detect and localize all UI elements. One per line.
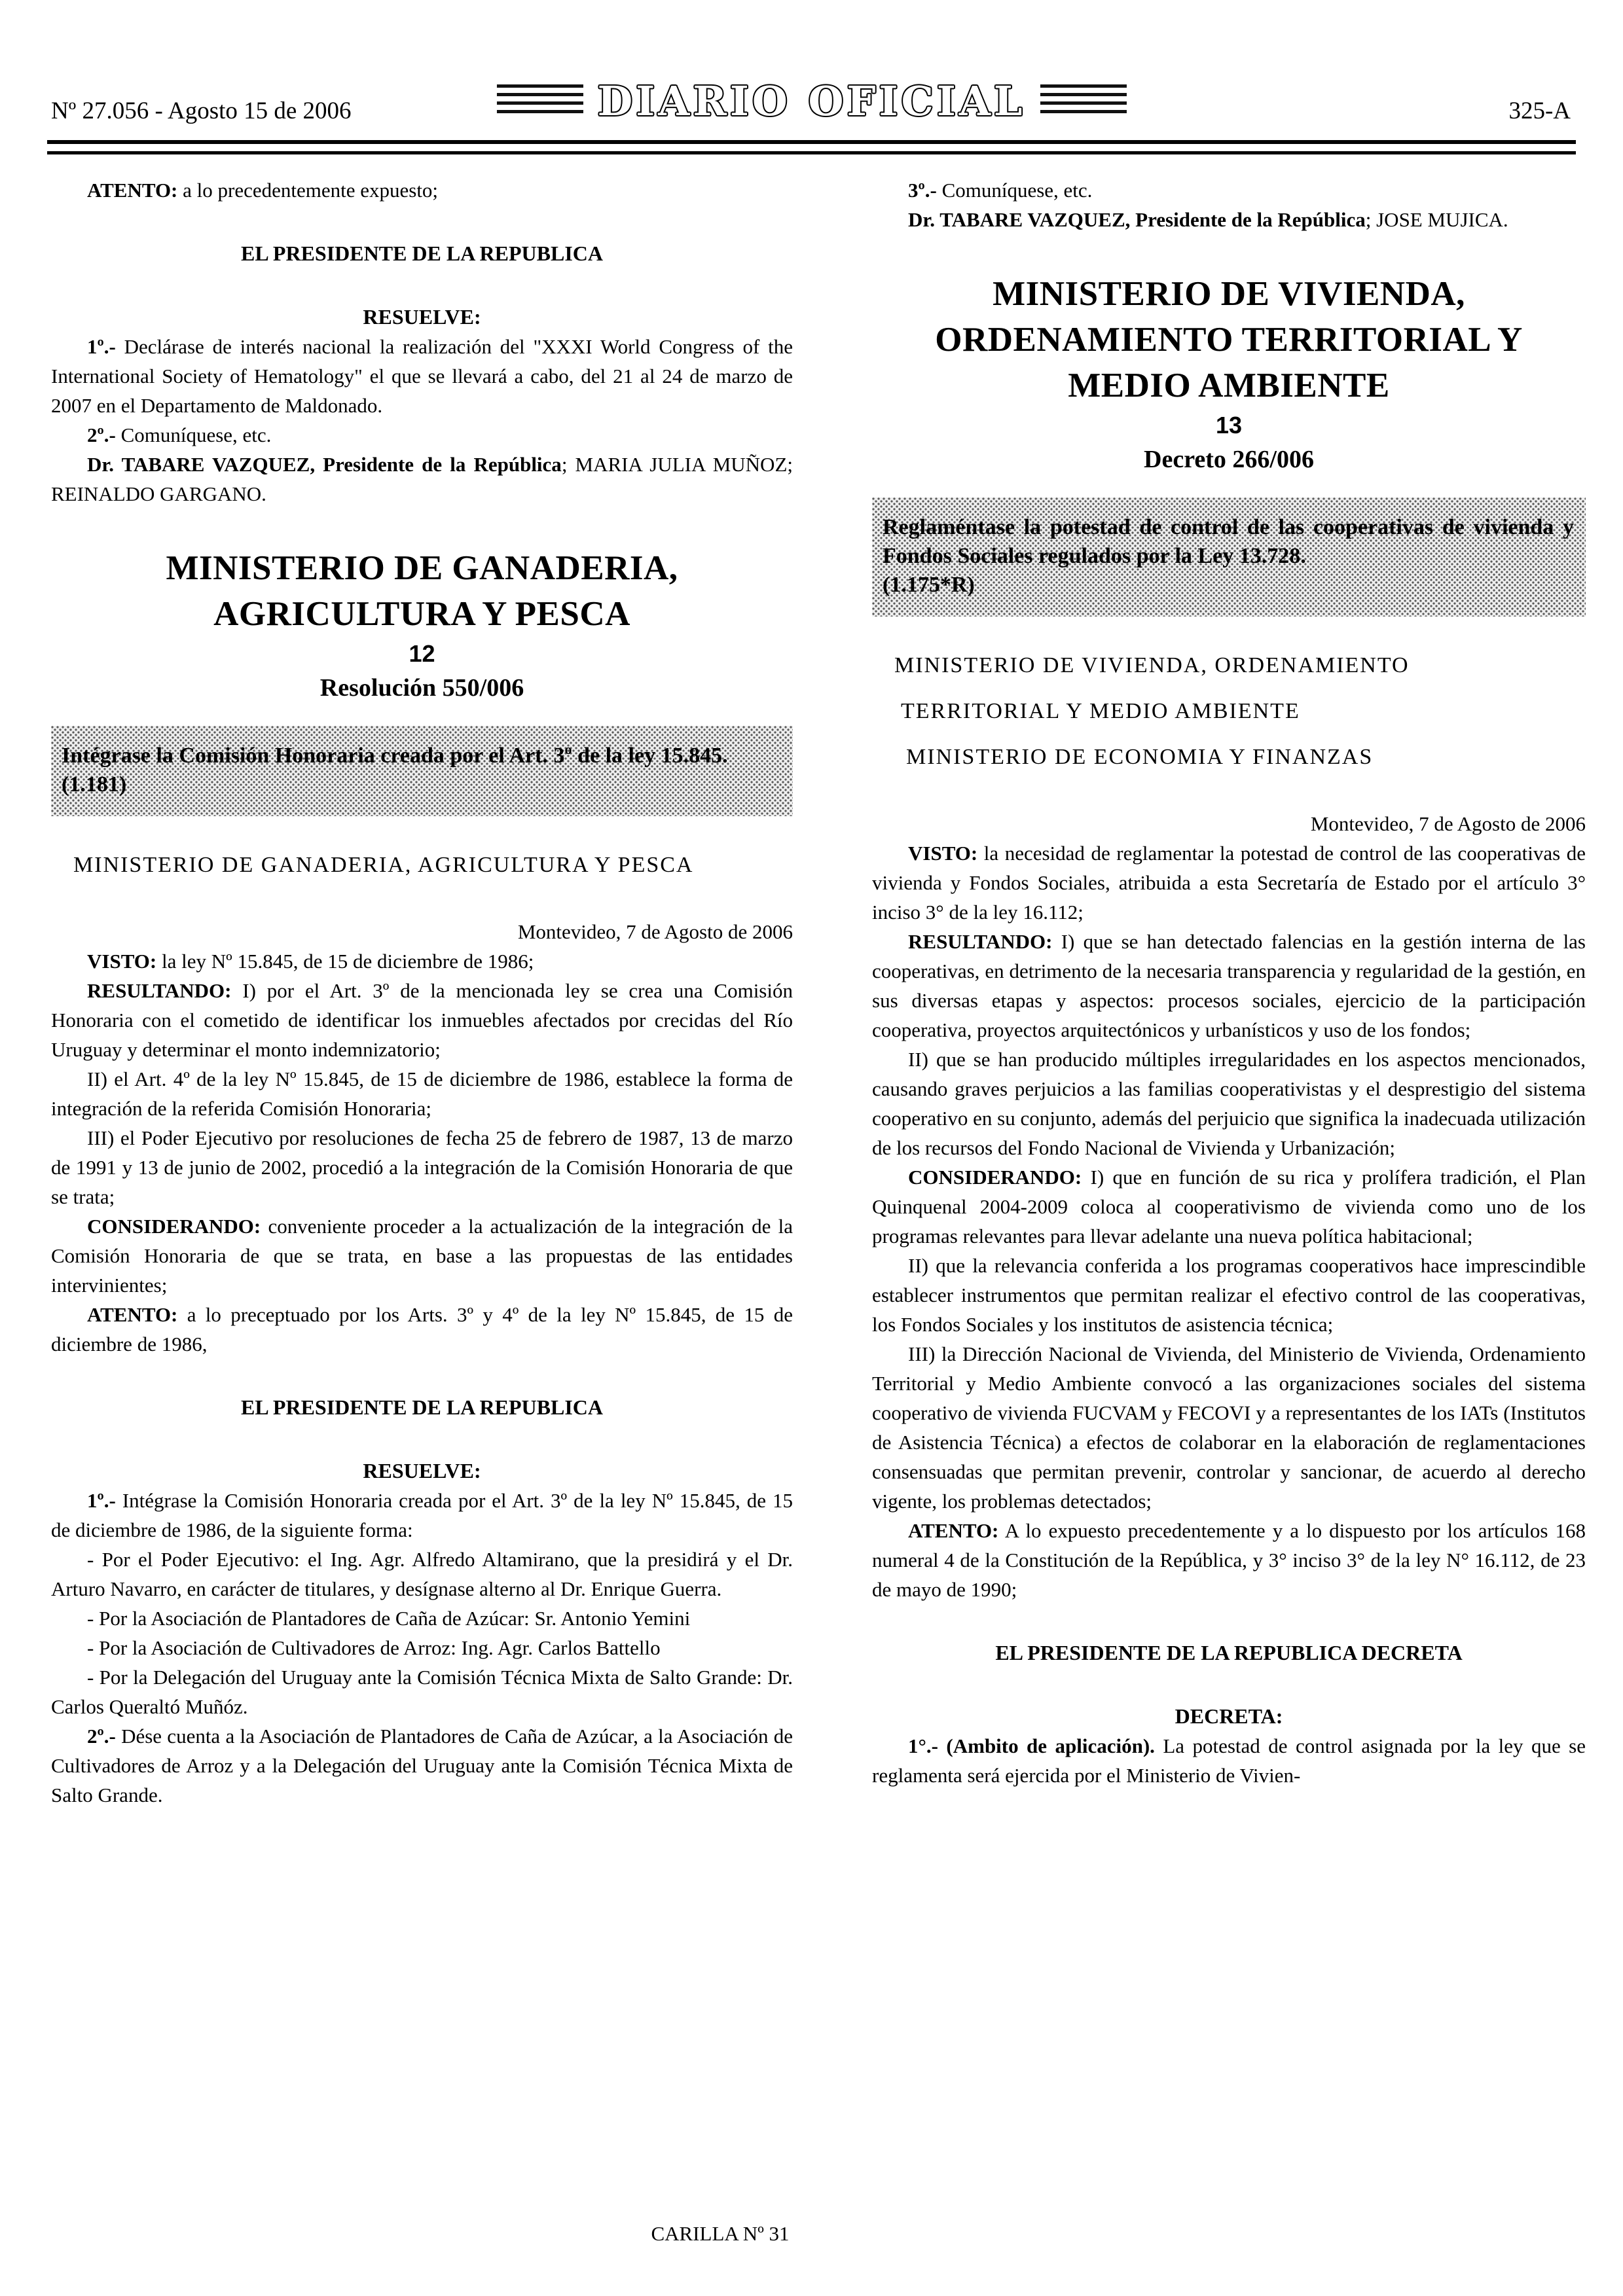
paragraph-text: a lo precedentemente expuesto;: [177, 179, 439, 202]
header-rule-top: [47, 140, 1576, 144]
paragraph: [51, 332, 793, 420]
paragraph: [51, 1211, 793, 1300]
masthead-title: DIARIO OFICIAL: [597, 77, 1026, 125]
date-line: Montevideo, 7 de Agosto de 2006: [517, 920, 793, 943]
center-heading: EL PRESIDENTE DE LA REPUBLICA DECRETA: [995, 1641, 1463, 1664]
paragraph-lead: VISTO:: [87, 950, 157, 973]
signature-line: [51, 450, 793, 509]
paragraph-text: La potestad de control asignada por la ley que se reglamenta será ejercida por el Ministerio de Vivien-: [872, 1734, 1586, 1787]
list-item: [51, 1662, 793, 1721]
ministry-lines: [51, 842, 793, 888]
masthead-ornament-right-icon: [1040, 84, 1127, 118]
section-heading: MINISTERIO DE VIVIENDA, ORDENAMIENTO TERRITORIAL Y MEDIO AMBIENTE: [935, 275, 1523, 404]
section-heading: MINISTERIO DE GANADERIA, AGRICULTURA Y PESCA: [166, 549, 678, 633]
paragraph-lead: RESULTANDO:: [87, 979, 232, 1002]
list-item-text: - Por la Delegación del Uruguay ante la Comisión Técnica Mixta de Salto Grande: Dr. Carlos Queraltó Muñóz.: [51, 1666, 793, 1718]
paragraph-text: Declárase de interés nacional la realización del "XXXI World Congress of the International Society of Hematology" el que se llevará a cabo, del 21 al 24 de marzo de 2007 en el Departamento de Maldonado.: [51, 335, 793, 417]
paragraph: [51, 1721, 793, 1810]
paragraph-text: Comuníquese, etc.: [115, 423, 272, 446]
paragraph-lead: CONSIDERANDO:: [87, 1215, 261, 1238]
paragraph: [51, 175, 793, 205]
paragraph: [51, 1123, 793, 1211]
paragraph-text: Comuníquese, etc.: [936, 179, 1093, 202]
paragraph-text: II) el Art. 4º de la ley Nº 15.845, de 15 de diciembre de 1986, establece la forma de integración de la referida Comisión Honoraria;: [51, 1067, 793, 1120]
subsection-number: 12: [409, 640, 435, 667]
header-rule-bottom: [47, 151, 1576, 154]
summary-ref: (1.175*R): [883, 573, 975, 597]
ministry-line: MINISTERIO DE GANADERIA, AGRICULTURA Y PESCA: [73, 853, 694, 877]
ministry-lines: [872, 643, 1586, 780]
paragraph-lead: RESULTANDO:: [908, 930, 1053, 953]
paragraph-lead: ATENTO:: [87, 179, 178, 202]
center-heading: EL PRESIDENTE DE LA REPUBLICA: [240, 242, 604, 265]
center-heading: RESUELVE:: [363, 1459, 481, 1482]
center-heading: RESUELVE:: [363, 305, 481, 329]
paragraph-lead: 1º.-: [87, 1489, 116, 1512]
paragraph-lead: ATENTO:: [908, 1519, 999, 1542]
page-number: 325-A: [1508, 98, 1571, 124]
list-item-text: - Por el Poder Ejecutivo: el Ing. Agr. Alfredo Altamirano, que la presidirá y el Dr. Arturo Navarro, en carácter de titulares, y desígnase alterno al Dr. Enrique Guerra.: [51, 1548, 793, 1600]
paragraph-text: Dése cuenta a la Asociación de Plantadores de Caña de Azúcar, a la Asociación de Cultivadores de Arroz y a la Delegación del Uruguay ante la Comisión Técnica Mixta de Salto Grande.: [51, 1725, 793, 1806]
paragraph: [51, 420, 793, 450]
paragraph: [872, 1339, 1586, 1516]
paragraph-text: II) que la relevancia conferida a los programas cooperativos hace imprescindible establecer instrumentos que permitan realizar el efectivo control de las cooperativas, los Fondos Sociales y los institutos de asistencia técnica;: [872, 1254, 1586, 1336]
paragraph-lead: 1°.- (Ambito de aplicación).: [908, 1734, 1155, 1757]
paragraph-text: la ley Nº 15.845, de 15 de diciembre de 1986;: [156, 950, 534, 973]
paragraph-text: II) que se han producido múltiples irregularidades en los aspectos mencionados, causando graves perjuicios a las familias cooperativistas y el desprestigio del sistema cooperativo en su conjunto, además del perjuicio que significa la inadecuada utilización de los recursos del Fondo Nacional de Vivienda y Urbanización;: [872, 1048, 1586, 1159]
paragraph: [51, 976, 793, 1064]
paragraph: [872, 1251, 1586, 1339]
paragraph-text: Intégrase la Comisión Honoraria creada por el Art. 3º de la ley Nº 15.845, de 15 de diciembre de 1986, de la siguiente forma:: [51, 1489, 793, 1541]
ministry-line: MINISTERIO DE VIVIENDA, ORDENAMIENTO: [894, 653, 1410, 677]
right-column: [872, 175, 1586, 1790]
paragraph-lead: 3º.-: [908, 179, 937, 202]
paragraph-text: III) la Dirección Nacional de Vivienda, del Ministerio de Vivienda, Ordenamiento Territorial y Medio Ambiente convocó a las organizaciones sociales del sistema cooperativo de vivienda FUCVAM y FECOVI y a representantes de los IATs (Institutos de Asistencia Técnica) a efectos de colaborar en la elaboración de reglamentaciones consensuadas que permitan prevenir, controlar y sancionar, de acuerdo al derecho vigente, los problemas detectados;: [872, 1342, 1586, 1513]
list-item: [51, 1545, 793, 1604]
summary-text: Reglaméntase la potestad de control de las cooperativas de vivienda y Fondos Sociales regulados por la Ley 13.728.: [883, 515, 1574, 568]
paragraph-text: I) que en función de su rica y prolífera tradición, el Plan Quinquenal 2004-2009 coloca al cooperativismo de vivienda como uno de los programas relevantes para llevar adelante una nueva política habitacional;: [872, 1166, 1586, 1247]
paragraph-text: A lo expuesto precedentemente y a lo dispuesto por los artículos 168 numeral 4 de la Constitución de la República, y 3° inciso 3° de la ley N° 16.112, de 23 de mayo de 1990;: [872, 1519, 1586, 1601]
page-footer: CARILLA Nº 31: [651, 2222, 790, 2245]
paragraph-lead: VISTO:: [908, 842, 978, 865]
ministry-line: TERRITORIAL Y MEDIO AMBIENTE: [901, 699, 1300, 723]
list-item-text: - Por la Asociación de Cultivadores de Arroz: Ing. Agr. Carlos Battello: [87, 1636, 661, 1659]
paragraph-text: la necesidad de reglamentar la potestad de control de las cooperativas de vivienda y Fondos Sociales, atribuida a esta Secretaría de Estado por el artículo 3° inciso 3° de la ley 16.112;: [872, 842, 1586, 924]
paragraph-lead: CONSIDERANDO:: [908, 1166, 1082, 1189]
decree-title: Decreto 266/006: [1144, 446, 1314, 473]
list-item: [51, 1633, 793, 1662]
paragraph: [872, 1045, 1586, 1162]
ministry-line: MINISTERIO DE ECONOMIA Y FINANZAS: [906, 745, 1374, 769]
paragraph: [51, 1064, 793, 1123]
paragraph-lead: 1º.-: [87, 335, 116, 358]
paragraph: [872, 1516, 1586, 1604]
summary-text: Intégrase la Comisión Honoraria creada por el Art. 3º de la ley 15.845.: [62, 744, 728, 768]
decree-title: Resolución 550/006: [319, 674, 524, 702]
subsection-number: 13: [1215, 412, 1243, 439]
paragraph: [872, 175, 1586, 205]
signature-lead: Dr. TABARE VAZQUEZ, Presidente de la República: [908, 208, 1366, 231]
signature-text: ; MARIA JULIA MUÑOZ; REINALDO GARGANO.: [51, 453, 793, 505]
paragraph: [51, 1486, 793, 1545]
paragraph-text: a lo preceptuado por los Arts. 3º y 4º de la ley Nº 15.845, de 15 de diciembre de 1986,: [51, 1303, 793, 1355]
date-line: Montevideo, 7 de Agosto de 2006: [1310, 812, 1586, 835]
list-item-text: - Por la Asociación de Plantadores de Caña de Azúcar: Sr. Antonio Yemini: [87, 1607, 691, 1630]
center-heading: DECRETA:: [1175, 1704, 1283, 1728]
paragraph: [872, 1731, 1586, 1790]
paragraph-text: I) que se han detectado falencias en la gestión interna de las cooperativas, en detrimento de la necesaria transparencia y regularidad de la gestión, en sus diversas etapas y aspectos: procesos sociales, ejercicio de la participación cooperativa, proyectos arquitectónicos y urbanísticos y uso de los fondos;: [872, 930, 1586, 1041]
paragraph-lead: ATENTO:: [87, 1303, 178, 1326]
paragraph-text: conveniente proceder a la actualización de la integración de la Comisión Honoraria de que se trata, en base a las propuestas de las entidades intervinientes;: [51, 1215, 793, 1297]
paragraph: [872, 927, 1586, 1045]
paragraph-text: I) por el Art. 3º de la mencionada ley se crea una Comisión Honoraria con el cometido de identificar los inmuebles afectados por crecidas del Río Uruguay y determinar el monto indemnizatorio;: [51, 979, 793, 1061]
paragraph-lead: 2º.-: [87, 1725, 116, 1748]
left-column: [51, 175, 793, 1810]
center-heading: EL PRESIDENTE DE LA REPUBLICA: [240, 1395, 604, 1419]
signature-lead: Dr. TABARE VAZQUEZ, Presidente de la República: [87, 453, 562, 476]
summary-box: [872, 497, 1586, 617]
paragraph-text: III) el Poder Ejecutivo por resoluciones de fecha 25 de febrero de 1987, 13 de marzo de 1991 y 13 de junio de 2002, procedió a la integración de la Comisión Honoraria de que se trata;: [51, 1126, 793, 1208]
paragraph-lead: 2º.-: [87, 423, 116, 446]
paragraph: [872, 1162, 1586, 1251]
summary-ref: (1.181): [62, 772, 127, 797]
signature-line: [872, 205, 1586, 234]
masthead-ornament-left-icon: [496, 84, 583, 118]
signature-text: ; JOSE MUJICA.: [1365, 208, 1508, 231]
paragraph: [872, 838, 1586, 927]
masthead: [496, 77, 1126, 125]
issue-number: Nº 27.056 - Agosto 15 de 2006: [51, 98, 352, 124]
paragraph: [51, 1300, 793, 1359]
list-item: [51, 1604, 793, 1633]
paragraph: [51, 946, 793, 976]
summary-box: [51, 726, 793, 816]
